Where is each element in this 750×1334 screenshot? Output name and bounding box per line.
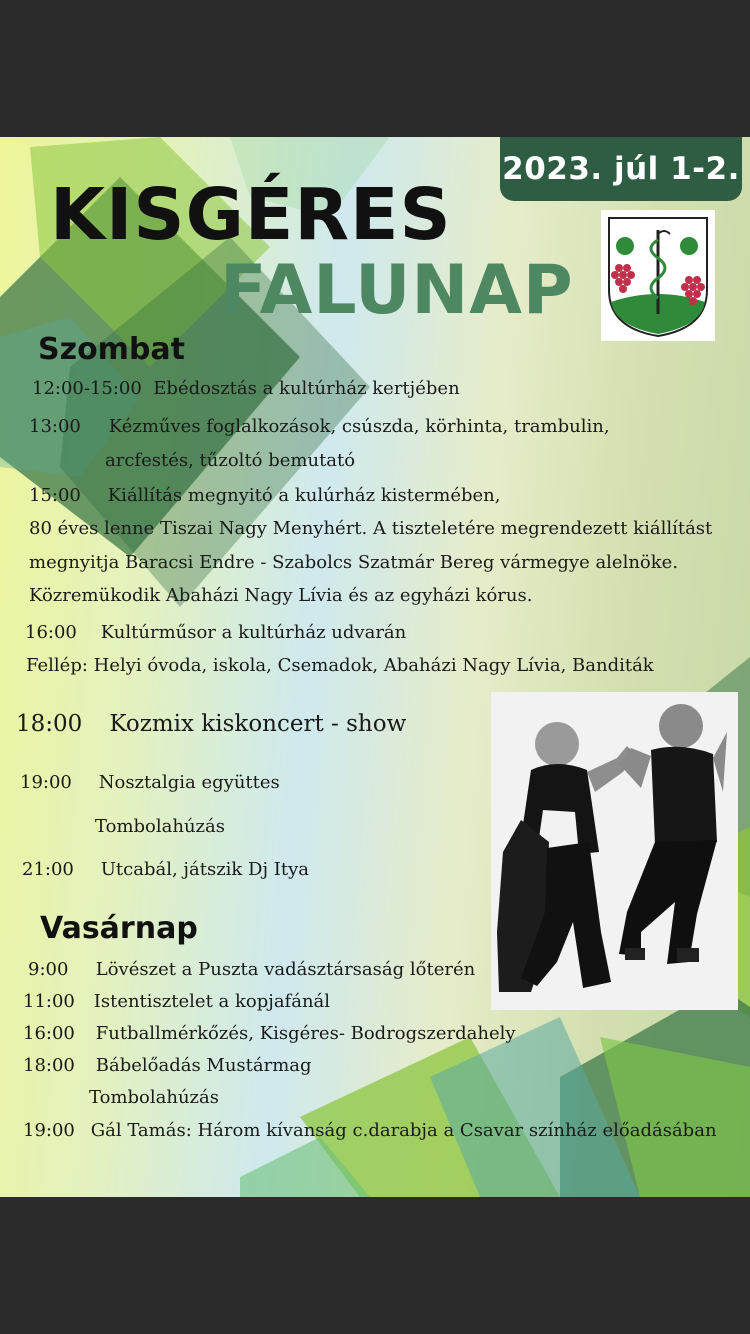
- sunday-event-4: [23, 1057, 312, 1075]
- saturday-event-6: [20, 774, 280, 792]
- saturday-heading: Szombat: [38, 332, 185, 367]
- event-time: 19:00: [20, 772, 72, 793]
- sunday-event-2: [23, 993, 330, 1011]
- saturday-event-3-line4: Közremükodik Abaházi Nagy Lívia és az egyházi kórus.: [29, 585, 533, 606]
- sunday-event-3: [23, 1025, 516, 1043]
- saturday-event-3-line3: megnyitja Baracsi Endre - Szabolcs Szatmár Bereg vármegye alelnöke.: [29, 552, 679, 573]
- poster-title-falunap: FALUNAP: [220, 251, 574, 330]
- saturday-event-5: [16, 713, 406, 736]
- saturday-event-4: [25, 624, 406, 642]
- event-time: 16:00: [23, 1023, 75, 1044]
- event-text: Utcabál, játszik Dj Itya: [100, 859, 310, 880]
- event-text: Lövészet a Puszta vadásztársaság lőterén: [95, 959, 476, 980]
- saturday-event-2: [29, 418, 610, 436]
- poster-title-village: KISGÉRES: [50, 173, 452, 256]
- event-text: Kultúrműsor a kultúrház udvarán: [100, 622, 407, 643]
- event-text: Nosztalgia együttes: [98, 772, 280, 793]
- event-time: 16:00: [25, 622, 77, 643]
- saturday-raffle: Tombolahúzás: [95, 816, 225, 837]
- event-text: Ebédosztás a kultúrház kertjében: [153, 378, 460, 399]
- event-text: Gál Tamás: Három kívanság c.darabja a Csavar színház előadásában: [90, 1120, 717, 1141]
- event-time: 9:00: [28, 959, 69, 980]
- top-black-bar: [0, 0, 750, 137]
- event-time: 18:00: [23, 1055, 75, 1076]
- event-time: 15:00: [29, 485, 81, 506]
- saturday-event-1: [32, 380, 460, 398]
- saturday-event-7: [22, 861, 309, 879]
- event-text: Kiállítás megnyitó a kulúrház kistermében,: [107, 485, 501, 506]
- village-coat-of-arms-icon: [601, 210, 715, 341]
- event-time: 12:00-15:00: [32, 378, 142, 399]
- saturday-event-3: [29, 487, 500, 505]
- event-text: Kézműves foglalkozások, csúszda, körhinta, trambulin,: [108, 416, 610, 437]
- event-text: Kozmix kiskoncert - show: [109, 711, 407, 737]
- event-time: 19:00: [23, 1120, 75, 1141]
- falunap-poster: [0, 137, 750, 1197]
- event-time: 13:00: [29, 416, 81, 437]
- kozmix-duo-photo: [491, 692, 738, 1010]
- event-text: Futballmérkőzés, Kisgéres- Bodrogszerdahely: [95, 1023, 516, 1044]
- event-time: 21:00: [22, 859, 74, 880]
- event-text: Bábelőadás Mustármag: [95, 1055, 312, 1076]
- sunday-heading: Vasárnap: [40, 911, 198, 946]
- event-time: 18:00: [16, 711, 83, 737]
- bottom-black-bar: [0, 1197, 750, 1334]
- event-date-badge: 2023. júl 1-2.: [500, 137, 742, 201]
- saturday-event-2-continued: arcfestés, tűzoltó bemutató: [105, 450, 356, 471]
- sunday-event-1: [28, 961, 475, 979]
- saturday-event-4-line2: Fellép: Helyi óvoda, iskola, Csemadok, Abaházi Nagy Lívia, Banditák: [26, 655, 654, 676]
- event-text: Istentisztelet a kopjafánál: [93, 991, 331, 1012]
- sunday-event-5: [23, 1122, 717, 1140]
- sunday-raffle: Tombolahúzás: [89, 1087, 219, 1108]
- saturday-event-3-line2: 80 éves lenne Tiszai Nagy Menyhért. A tiszteletére megrendezett kiállítást: [29, 518, 713, 539]
- event-time: 11:00: [23, 991, 75, 1012]
